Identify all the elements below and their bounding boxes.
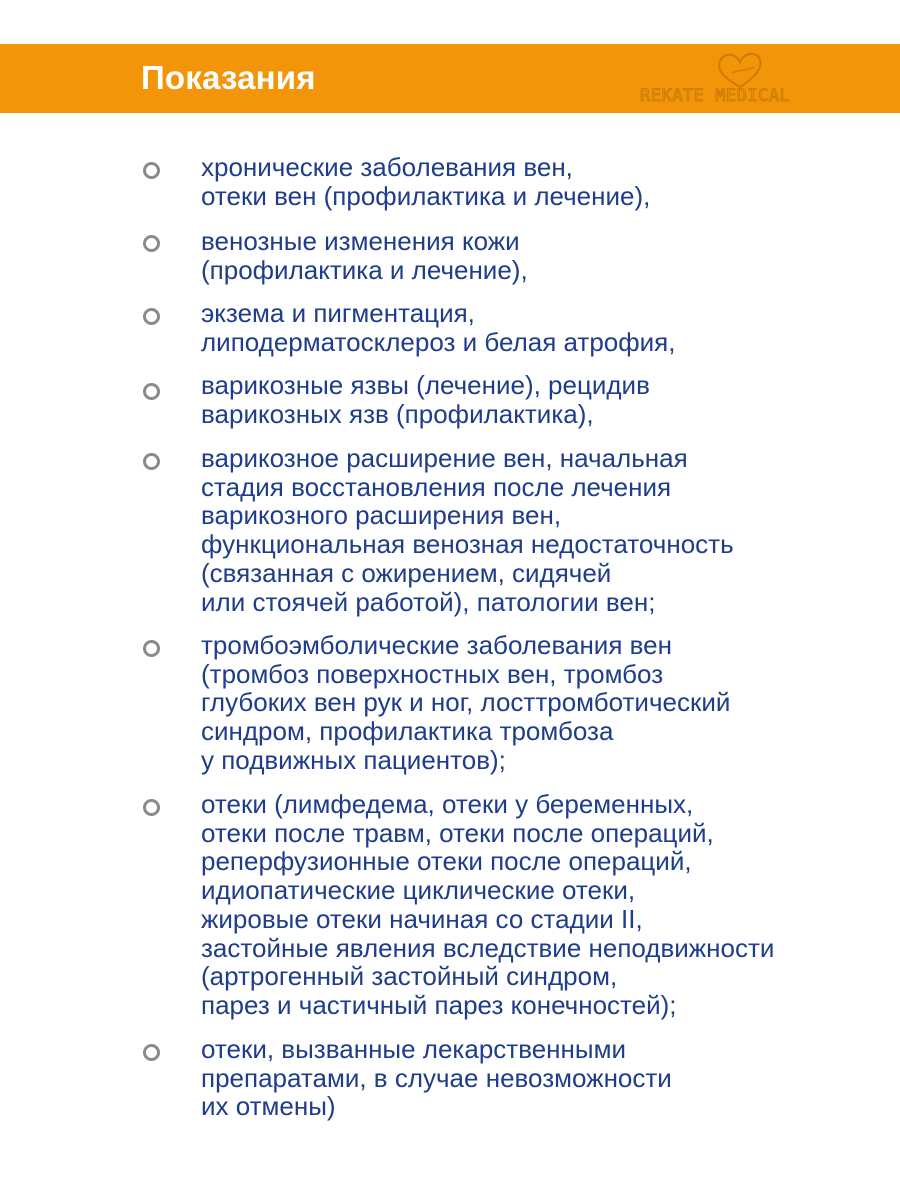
- list-item-text: экзема и пигментация, липодерматосклероз и белая атрофия,: [201, 298, 676, 357]
- list-item-text: отеки, вызванные лекарственными препаратами, в случае невозможности их отмены): [201, 1034, 672, 1122]
- list-item-text: хронические заболевания вен, отеки вен (профилактика и лечение),: [201, 152, 651, 211]
- list-item-text: отеки (лимфедема, отеки у беременных, отеки после травм, отеки после операций, реперфузионные отеки после операций, идиопатические циклические отеки, жировые отеки начиная со стадии II, застойные явления вследствие неподвижности (артрогенный застойный синдром, парез и частичный парез конечностей);: [201, 789, 775, 1020]
- bullet-icon: [143, 235, 160, 252]
- bullet-icon: [143, 640, 160, 657]
- list-item-text: варикозное расширение вен, начальная стадия восстановления после лечения варикозного расширения вен, функциональная венозная недостаточность (связанная с ожирением, сидячей или стоячей работой), патологии вен;: [201, 443, 734, 617]
- page-title: Показания: [141, 59, 316, 96]
- list-item-text: тромбоэмболические заболевания вен (тромбоз поверхностных вен, тромбоз глубоких вен рук и ног, лосттромботический синдром, профилактика тромбоза у подвижных пациентов);: [201, 630, 731, 775]
- bullet-icon: [143, 162, 160, 179]
- bullet-icon: [143, 383, 160, 400]
- list-item-text: венозные изменения кожи (профилактика и лечение),: [201, 226, 528, 285]
- bullet-icon: [143, 1044, 160, 1061]
- bullet-icon: [143, 308, 160, 325]
- logo-wordmark: REKATE MEDICAL: [640, 86, 791, 106]
- bullet-icon: [143, 453, 160, 470]
- list-item-text: варикозные язвы (лечение), рецидив варикозных язв (профилактика),: [201, 370, 650, 429]
- bullet-icon: [143, 799, 160, 816]
